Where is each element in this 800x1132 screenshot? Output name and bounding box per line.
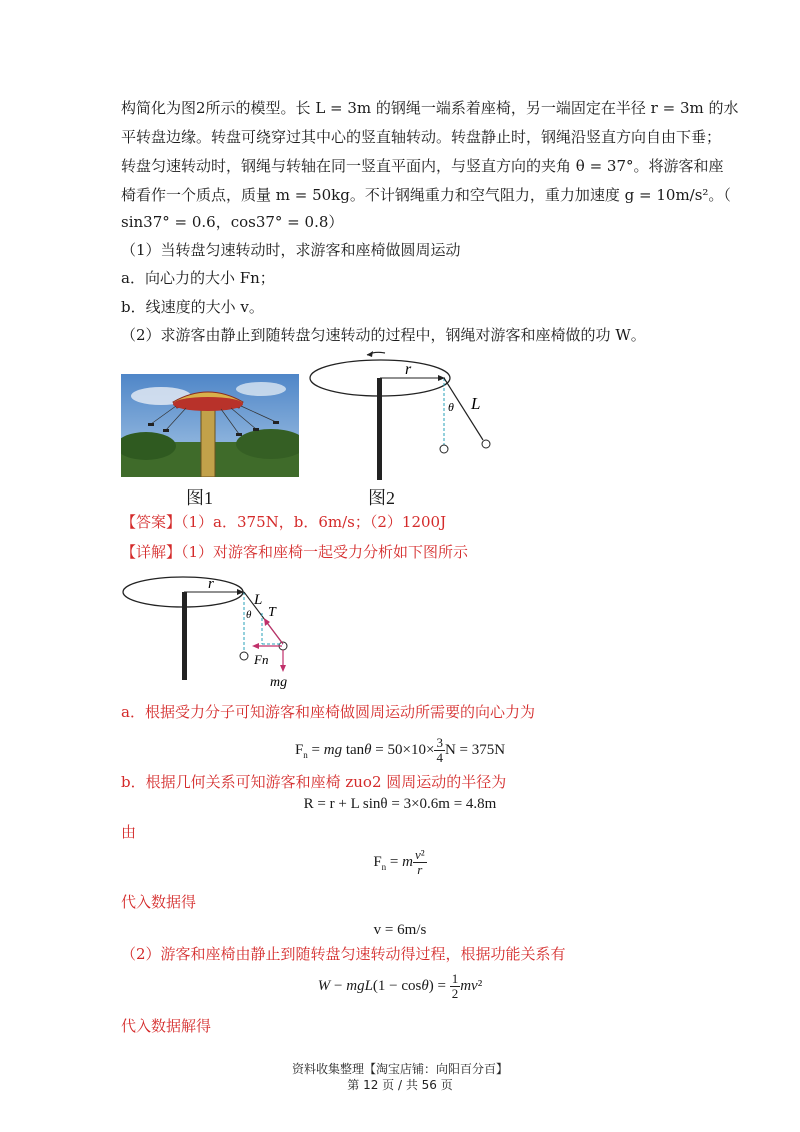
fig2-label-r: r: [405, 361, 412, 378]
force-label-T: T: [268, 605, 276, 620]
detail-b-text: b．根据几何关系可知游客和座椅 zuo2 圆周运动的半径为: [121, 773, 507, 791]
detail-part-2: （2）游客和座椅由静止到随转盘匀速转动得过程，根据功能关系有: [121, 945, 566, 963]
footer-page-number: 第 12 页 / 共 56 页: [347, 1078, 453, 1092]
force-label-theta: θ: [246, 609, 252, 621]
detail-sub-2: 代入数据解得: [121, 1017, 212, 1035]
problem-line-5: sin37° = 0.6，cos37° = 0.8）: [121, 213, 344, 231]
problem-line-4: 椅看作一个质点，质量 m = 50kg。不计钢绳重力和空气阻力，重力加速度 g = 10m/s²。（: [121, 186, 731, 204]
detail-label: 【详解】: [121, 543, 182, 561]
figure-2-caption: 图2: [368, 488, 395, 508]
figure-1-caption: 图1: [186, 488, 213, 508]
equation-3: $F_n = m$ $\frac{\text{v²}}{r}$: [373, 847, 425, 877]
problem-line-2: 平转盘边缘。转盘可绕穿过其中心的竖直轴转动。转盘静止时，钢绳沿竖直方向自由下垂；: [121, 128, 722, 146]
answer-label: 【答案】: [121, 513, 182, 531]
problem-line-3: 转盘匀速转动时，钢绳与转轴在同一竖直平面内，与竖直方向的夹角 θ = 37°。将游客和座: [121, 157, 724, 175]
question-1b: b．线速度的大小 v。: [121, 298, 264, 316]
question-1a: a．向心力的大小 Fn；: [121, 269, 275, 287]
detail-text: （1）对游客和座椅一起受力分析如下图所示: [181, 543, 469, 561]
equation-4: v = 6m/s: [373, 922, 427, 938]
swing-ride-photo: [121, 374, 299, 477]
force-label-r: r: [208, 576, 214, 592]
question-2: （2）求游客由静止到随转盘匀速转动的过程中，钢绳对游客和座椅做的功 W。: [121, 326, 646, 344]
force-diagram: [118, 568, 328, 693]
force-label-Fn: Fn: [254, 652, 269, 667]
force-label-mg: mg: [270, 675, 288, 690]
detail-line: [121, 542, 468, 562]
detail-by: 由: [121, 823, 137, 841]
footer-source: 资料收集整理【淘宝店铺：向阳百分百】: [291, 1062, 508, 1076]
force-label-L: L: [254, 592, 263, 608]
problem-line-1: 构简化为图2所示的模型。长 L = 3m 的钢绳一端系着座椅，另一端固定在半径 r = 3m 的水: [121, 99, 739, 117]
question-1: （1）当转盘匀速转动时，求游客和座椅做圆周运动: [121, 241, 461, 259]
fig2-label-theta: θ: [448, 400, 454, 414]
equation-5: W − mgL(1 − cosθ) = $\frac{1}{2}$ mv²: [317, 971, 483, 1001]
detail-sub-1: 代入数据得: [121, 893, 197, 911]
detail-a-text: a．根据受力分子可知游客和座椅做圆周运动所需要的向心力为: [121, 703, 535, 721]
equation-1: $F_n$ = mg tanθ = 50×10× $\frac{3}{4}$ N = 375N: [294, 735, 506, 765]
answer-line: [121, 512, 446, 532]
answer-text: （1）a．375N，b．6m/s；（2）1200J: [181, 513, 447, 531]
equation-2: R = r + L sinθ = 3×0.6m = 4.8m: [303, 796, 497, 812]
figure-2-diagram: [305, 345, 515, 480]
fig2-label-L: L: [471, 394, 481, 413]
